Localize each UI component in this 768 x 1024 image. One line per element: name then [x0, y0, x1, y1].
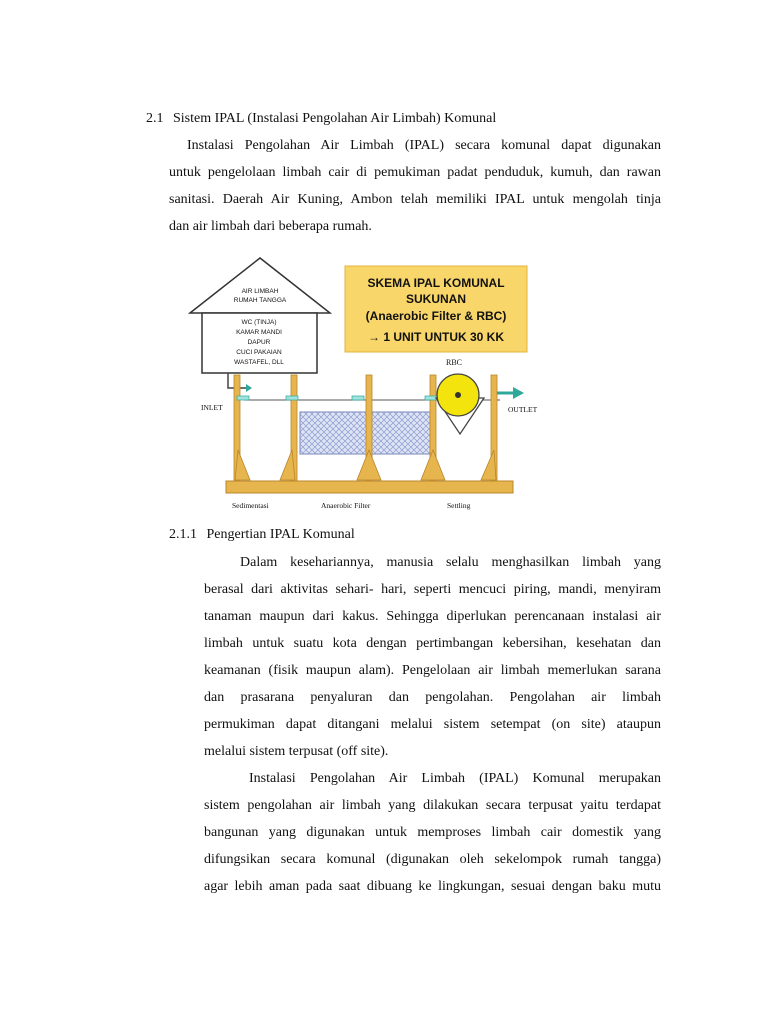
- house-item: CUCI PAKAIAN: [236, 349, 282, 356]
- subsection-paragraph2-line: difungsikan secara komunal (digunakan oleh sekelompok rumah tangga): [204, 852, 661, 867]
- house-item: WC (TINJA): [241, 319, 277, 326]
- subsection-paragraph1-line: tanaman maupun dari kakus. Sehingga diperlukan perencanaan instalasi air: [204, 609, 661, 624]
- scheme-box-line-2: SUKUNAN: [406, 292, 466, 306]
- subsection-paragraph1-line: berasal dari aktivitas sehari- hari, seperti mencuci piring, mandi, menyiram: [204, 582, 661, 597]
- label-sedimentasi: Sedimentasi: [232, 501, 269, 510]
- subsection-paragraph1-line: permukiman dapat ditangani melalui sistem setempat (on site) ataupun: [204, 717, 661, 732]
- house-roof: [190, 258, 330, 313]
- subsection-paragraph2-line: bangunan yang digunakan untuk memproses limbah cair domestik yang: [204, 825, 661, 840]
- house-item: KAMAR MANDI: [236, 329, 282, 336]
- outlet-label: OUTLET: [508, 405, 538, 414]
- section-paragraph-line: sanitasi. Daerah Air Kuning, Ambon telah memiliki IPAL untuk mengolah tinja: [169, 192, 661, 207]
- section-paragraph-line: dan air limbah dari beberapa rumah.: [169, 219, 372, 234]
- tank-support: [235, 450, 250, 480]
- scheme-box-line-4: → 1 UNIT UNTUK 30 KK: [367, 330, 505, 344]
- label-settling: Settling: [447, 501, 471, 510]
- label-anaerobic-filter: Anaerobic Filter: [321, 501, 371, 510]
- house-title-1: AIR LIMBAH: [241, 288, 279, 295]
- section-paragraph-line: untuk pengelolaan limbah cair di pemukiman padat penduduk, kumuh, dan rawan: [169, 165, 661, 180]
- subsection-paragraph1-line: dan prasarana penyaluran dan pengolahan. Pengolahan air limbah: [204, 690, 661, 705]
- base-platform: [226, 481, 513, 493]
- house-item: DAPUR: [247, 339, 271, 346]
- house-item: WASTAFEL, DLL: [234, 359, 284, 366]
- inlet-arrow: [246, 384, 252, 392]
- outlet-arrow: [513, 387, 524, 399]
- anaerobic-filter-hatch: [300, 412, 430, 454]
- subsection-paragraph2-line: sistem pengolahan air limbah yang dilakukan secara terpusat yaitu terdapat: [204, 798, 661, 813]
- subsection-heading: [169, 526, 355, 543]
- pipe-fitting: [425, 396, 437, 400]
- rbc-axle: [455, 392, 461, 398]
- scheme-box-line-1: SKEMA IPAL KOMUNAL: [367, 276, 505, 290]
- section-number: 2.1: [146, 111, 164, 126]
- tank-support: [481, 450, 496, 480]
- inlet-label: INLET: [201, 403, 223, 412]
- pipe-fitting: [352, 396, 364, 400]
- subsection-paragraph2-line: Instalasi Pengolahan Air Limbah (IPAL) Komunal merupakan: [249, 771, 661, 786]
- subsection-paragraph1-line: keamanan (fisik maupun alam). Pengelolaan air limbah memerlukan sarana: [204, 663, 661, 678]
- house-title-2: RUMAH TANGGA: [233, 297, 287, 304]
- scheme-box-line-3: (Anaerobic Filter & RBC): [365, 309, 507, 323]
- tank-support: [280, 450, 295, 480]
- subsection-paragraph1-line: Dalam kesehariannya, manusia selalu menghasilkan limbah yang: [240, 555, 661, 570]
- rbc-label: RBC: [446, 358, 463, 367]
- subsection-paragraph2-line: agar lebih aman pada saat dibuang ke lingkungan, sesuai dengan baku mutu: [204, 879, 661, 894]
- subsection-paragraph1-line: limbah untuk suatu kota dengan pertimbangan kebersihan, kesehatan dan: [204, 636, 661, 651]
- subsection-number: 2.1.1: [169, 527, 197, 542]
- section-paragraph-line: Instalasi Pengolahan Air Limbah (IPAL) secara komunal dapat digunakan: [187, 138, 661, 153]
- subsection-paragraph1-line: melalui sistem terpusat (off site).: [204, 744, 389, 759]
- subsection-title: Pengertian IPAL Komunal: [206, 527, 355, 542]
- pipe-fitting: [286, 396, 298, 400]
- pipe-fitting: [237, 396, 249, 400]
- section-title: Sistem IPAL (Instalasi Pengolahan Air Limbah) Komunal: [173, 111, 497, 126]
